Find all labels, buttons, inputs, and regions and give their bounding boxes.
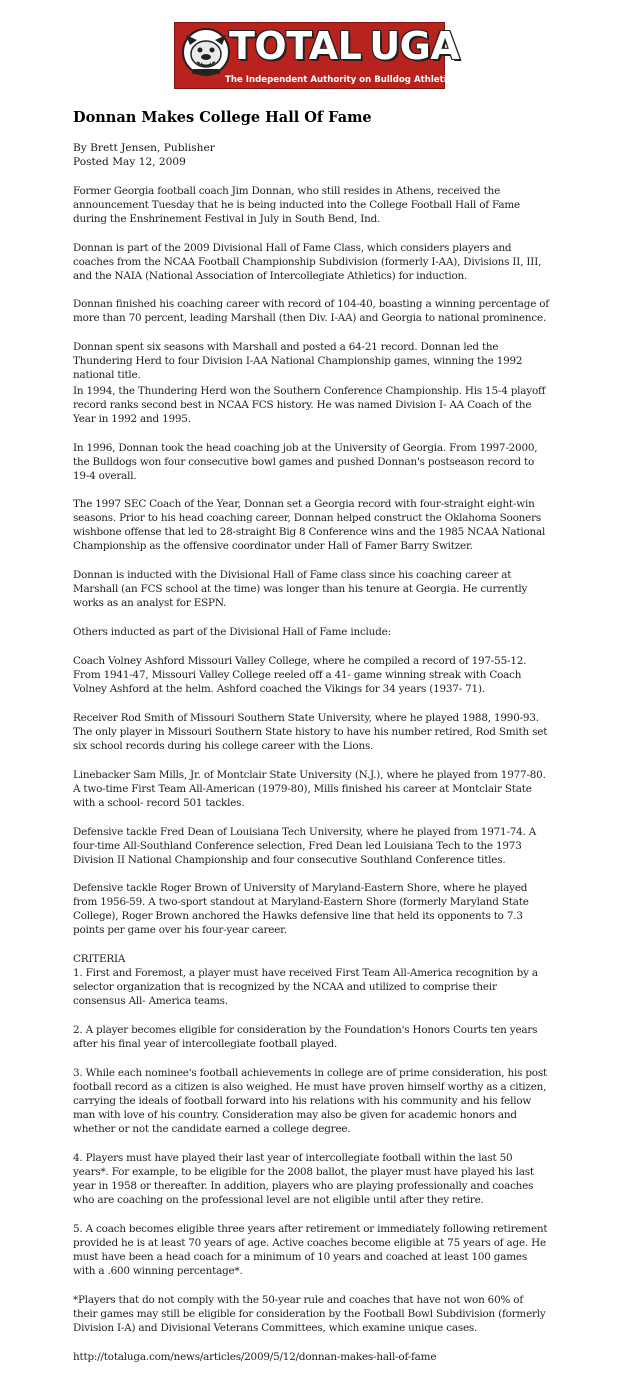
criteria-paragraph: 2. A player becomes eligible for consideration by the Foundation's Honors Courts ten years after his final year of intercollegiate football played.	[73, 1024, 538, 1050]
article-paragraph: Others inducted as part of the Divisional Hall of Fame include:	[73, 626, 391, 638]
article-byline	[73, 141, 215, 169]
criteria-paragraph: 5. A coach becomes eligible three years after retirement or immediately following retirement provided he is at least 70 years of age. Active coaches become eligible at 75 years of age. He must have been a head coach for a minimum of 10 years and coached at least 100 games with a .600 winning percentage*.	[73, 1223, 548, 1277]
article-title: Donnan Makes College Hall Of Fame	[73, 109, 372, 126]
article-paragraph: Linebacker Sam Mills, Jr. of Montclair State University (N.J.), where he played from 1977-80. A two-time First Team All-American (1979-80), Mills finished his career at Montclair State with a school- record 501 tackles.	[73, 769, 546, 809]
logo-uga: UGA	[369, 24, 460, 68]
posted-date: Posted May 12, 2009	[73, 156, 186, 168]
article-paragraph: Defensive tackle Fred Dean of Louisiana Tech University, where he played from 1971-74. A four-time All-Southland Conference selection, Fred Dean led Louisiana Tech to the 1973 Division II National Championship and four consecutive Southland Conference titles.	[73, 826, 537, 866]
article-paragraph: Donnan is inducted with the Divisional Hall of Fame class since his coaching career at Marshall (an FCS school at the time) was longer than his tenure at Georgia. He currently works as an analyst for ESPN.	[73, 569, 528, 609]
footnote-paragraph: *Players that do not comply with the 50-year rule and coaches that have not won 60% of their games may still be eligible for consideration by the Football Bowl Subdivision (formerly Division I-A) and Divisional Veterans Committees, which examine unique cases.	[73, 1294, 546, 1334]
criteria-paragraph: 4. Players must have played their last year of intercollegiate football within the last 50 years*. For example, to be eligible for the 2008 ballot, the player must have played his last year in 1958 or thereafter. In addition, players who are playing professionally and coaches who are coaching on the professional level are not eligible until after they retire.	[73, 1152, 534, 1206]
source-url: http://totaluga.com/news/articles/2009/5/12/donnan-makes-hall-of-fame	[73, 1351, 437, 1363]
article-paragraph: Donnan spent six seasons with Marshall and posted a 64-21 record. Donnan led the Thundering Herd to four Division I-AA National Championship games, winning the 1992 national title.	[73, 341, 523, 381]
article-paragraph: Coach Volney Ashford Missouri Valley College, where he compiled a record of 197-55-12. From 1941-47, Missouri Valley College reeled off a 41- game winning streak with Coach Volney Ashford at the helm. Ashford coached the Vikings for 34 years (1937- 71).	[73, 655, 527, 695]
article-paragraph: In 1994, the Thundering Herd won the Southern Conference Championship. His 15-4 playoff record ranks second best in NCAA FCS history. He was named Division I- AA Coach of the Year in 1992 and 1995.	[73, 385, 546, 425]
article-paragraph: Receiver Rod Smith of Missouri Southern State University, where he played 1988, 1990-93. The only player in Missouri Southern State history to have his number retired, Rod Smith set six school records during his college career with the Lions.	[73, 712, 548, 752]
article-paragraph: Donnan finished his coaching career with record of 104-40, boasting a winning percentage of more than 70 percent, leading Marshall (then Div. I-AA) and Georgia to national prominence.	[73, 298, 549, 324]
bulldog-mascot-icon	[181, 27, 231, 77]
logo-total: TOTAL	[229, 24, 362, 68]
article-paragraph: The 1997 SEC Coach of the Year, Donnan set a Georgia record with four-straight eight-win seasons. Prior to his head coaching career, Donnan helped construct the Oklahoma Sooners wishbone offense that led to 28-straight Big 8 Conference wins and the 1985 NCAA National Championship as the offensive coordinator under Hall of Famer Barry Switzer.	[73, 498, 546, 552]
total-uga-logo	[174, 22, 460, 89]
criteria-paragraph: 3. While each nominee's football achievements in college are of prime consideration, his post football record as a citizen is also weighed. He must have proven himself worthy as a citizen, carrying the ideals of football forward into his relations with his community and his fellow man with love of his country. Consideration may also be given for academic honors and whether or not the candidate earned a college degree.	[73, 1067, 547, 1135]
criteria-paragraph: CRITERIA 1. First and Foremost, a player must have received First Team All-America recognition by a selector organization that is recognized by the NCAA and utilized to comprise their consensus All- America teams.	[73, 953, 538, 1007]
article-paragraph: Donnan is part of the 2009 Divisional Hall of Fame Class, which considers players and coaches from the NCAA Football Championship Subdivision (formerly I-AA), Divisions II, III, and the NAIA (National Association of Intercollegiate Athletics) for induction.	[73, 242, 542, 282]
article-paragraph: Defensive tackle Roger Brown of University of Maryland-Eastern Shore, where he played from 1956-59. A two-sport standout at Maryland-Eastern Shore (formerly Maryland State College), Roger Brown anchored the Hawks defensive line that held its opponents to 7.3 points per game over his four-year career.	[73, 882, 529, 936]
article-paragraph: In 1996, Donnan took the head coaching job at the University of Georgia. From 1997-2000, the Bulldogs won four consecutive bowl games and pushed Donnan's postseason record to 19-4 overall.	[73, 442, 538, 482]
author-line: By Brett Jensen, Publisher	[73, 142, 215, 154]
logo-wordmark	[229, 26, 459, 66]
logo-tagline: The Independent Authority on Bulldog Athletics	[225, 75, 457, 85]
article-paragraph: Former Georgia football coach Jim Donnan, who still resides in Athens, received the announcement Tuesday that he is being inducted into the College Football Hall of Fame during the Enshrinement Festival in July in South Bend, Ind.	[73, 185, 520, 225]
